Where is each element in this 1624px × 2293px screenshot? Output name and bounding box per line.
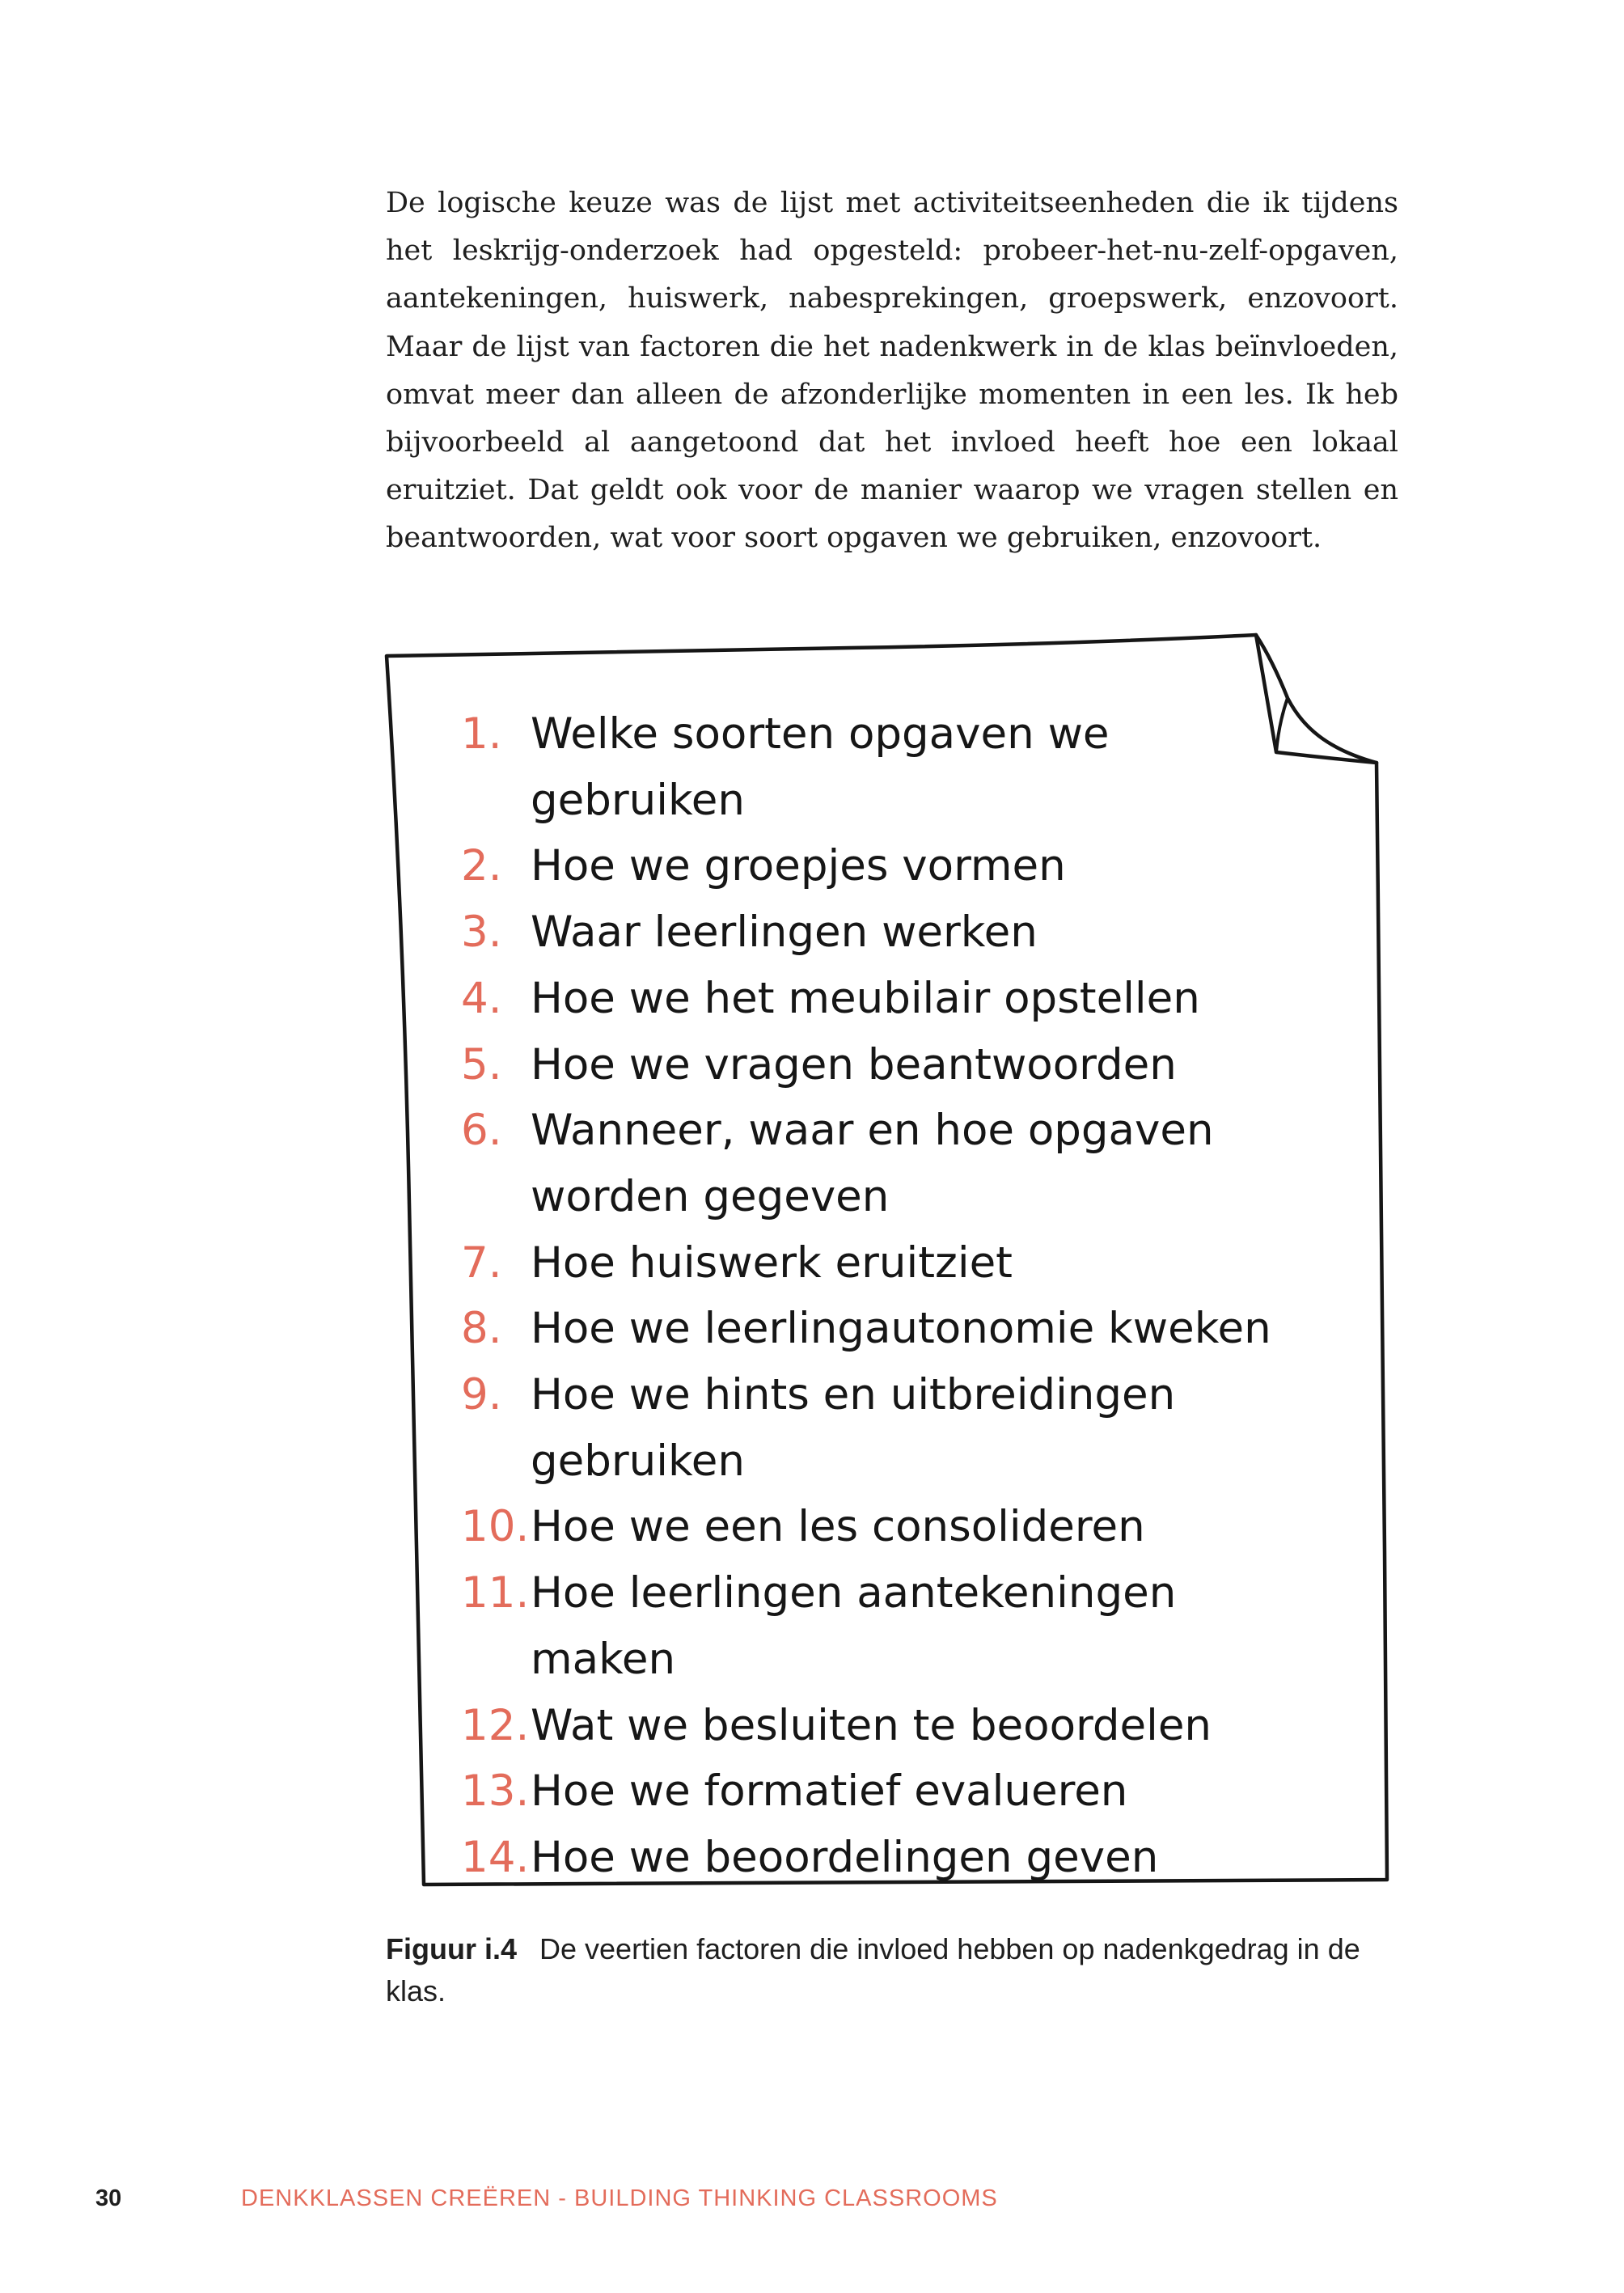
item-text: Hoe we een les consolideren [531,1502,1145,1552]
item-text: Hoe we vragen beantwoorden [531,1039,1177,1089]
item-number: 2. [461,841,502,891]
item-number: 13. [461,1766,530,1817]
item-number: 3. [461,907,502,958]
item-number: 6. [461,1106,502,1156]
list-item [461,1362,1334,1494]
list-item [461,1825,1334,1891]
list-item [461,833,1334,899]
item-number: 8. [461,1304,502,1354]
factor-list [461,701,1334,1891]
item-text: Hoe we leerlingautonomie kweken [531,1304,1271,1354]
figure-caption [386,1928,1398,2012]
item-text: Hoe leerlingen aantekeningen maken [531,1568,1177,1684]
figure-factor-list [380,621,1403,1893]
caption-text: De veertien factoren die invloed hebben op nadenkgedrag in de klas. [386,1932,1360,2007]
item-number: 11. [461,1568,530,1618]
list-item [461,899,1334,966]
item-text: Hoe we het meubilair opstellen [531,973,1200,1023]
list-item [461,1494,1334,1560]
body-paragraph: De logische keuze was de lijst met activiteitseenheden die ik tijdens het leskrijg-onderzoek had opgesteld: probeer-het-nu-zelf-opgaven, aantekeningen, huiswerk, nabesprekingen, groepswerk, enzovoort. Maar de lijst van factoren die het nadenkwerk in de klas beïnvloeden, omvat meer dan alleen de afzonderlijke momenten in een les. Ik heb bijvoorbeeld al aangetoond dat het invloed heeft hoe een lokaal eruitziet. Dat geldt ook voor de manier waarop we vragen stellen en beantwoorden, wat voor soort opgaven we gebruiken, enzovoort. [386,187,1398,555]
item-number: 4. [461,973,502,1023]
list-item [461,1560,1334,1692]
item-number: 7. [461,1237,502,1288]
page-number: 30 [95,2185,122,2211]
item-text: Hoe we formatief evalueren [531,1766,1128,1817]
item-text: Hoe we hints en uitbreidingen gebruiken [531,1370,1176,1486]
list-item [461,1758,1334,1825]
item-text: Hoe huiswerk eruitziet [531,1237,1013,1288]
item-number: 9. [461,1370,502,1420]
item-text: Wat we besluiten te beoordelen [531,1700,1212,1750]
caption-label: Figuur i.4 [386,1932,517,1965]
item-number: 1. [461,709,502,759]
running-title: DENKKLASSEN CREËREN - BUILDING THINKING CLASSROOMS [241,2185,998,2211]
item-number: 12. [461,1700,530,1750]
item-number: 14. [461,1832,530,1882]
list-item [461,1230,1334,1297]
list-item [461,1296,1334,1362]
item-text: Wanneer, waar en hoe opgaven worden gegeven [531,1106,1214,1221]
item-text: Welke soorten opgaven we gebruiken [531,709,1110,825]
item-number: 5. [461,1039,502,1089]
list-item [461,1098,1334,1229]
item-text: Hoe we beoordelingen geven [531,1832,1159,1882]
page-footer [95,2185,1470,2218]
list-item [461,1693,1334,1759]
list-item [461,966,1334,1032]
list-item [461,701,1334,833]
item-number: 10. [461,1502,530,1552]
list-item [461,1032,1334,1098]
item-text: Waar leerlingen werken [531,907,1038,958]
item-text: Hoe we groepjes vormen [531,841,1066,891]
